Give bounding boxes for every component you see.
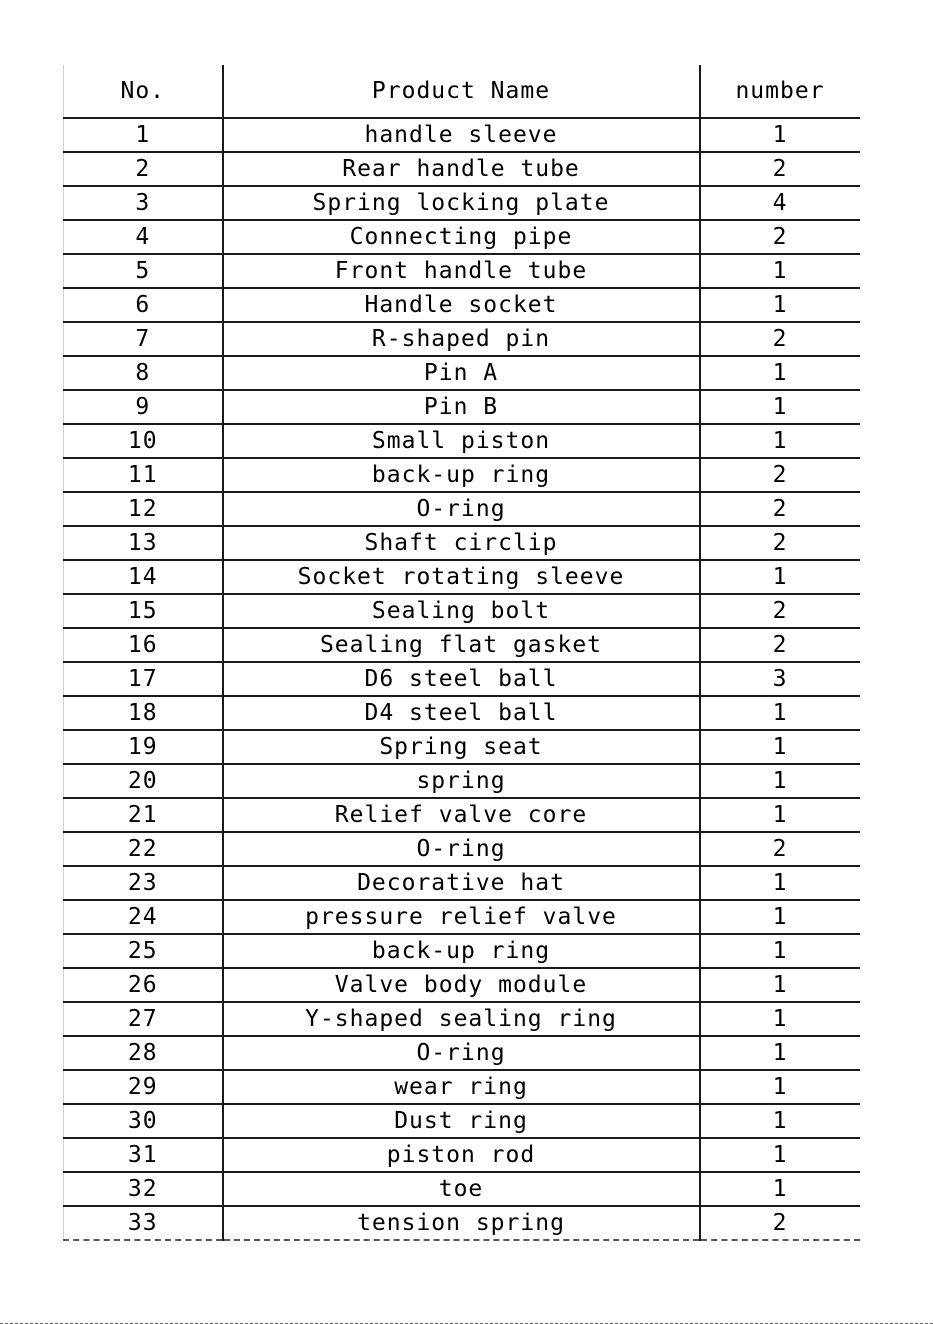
header-row (64, 65, 860, 118)
cell-product-name: O-ring (223, 492, 700, 526)
cell-no: 10 (64, 424, 223, 458)
cell-product-name: back-up ring (223, 458, 700, 492)
cell-product-name: Pin A (223, 356, 700, 390)
cell-number: 2 (700, 458, 860, 492)
table-row (64, 186, 860, 220)
cell-product-name: Front handle tube (223, 254, 700, 288)
column-header-number: number (700, 65, 860, 118)
cell-number: 1 (700, 254, 860, 288)
cell-no: 23 (64, 866, 223, 900)
cell-number: 1 (700, 288, 860, 322)
cell-product-name: handle sleeve (223, 118, 700, 152)
cell-no: 5 (64, 254, 223, 288)
table-row (64, 560, 860, 594)
cell-number: 2 (700, 492, 860, 526)
cell-no: 21 (64, 798, 223, 832)
cell-product-name: Spring locking plate (223, 186, 700, 220)
cell-number: 1 (700, 118, 860, 152)
cell-product-name: toe (223, 1172, 700, 1206)
cell-product-name: Y-shaped sealing ring (223, 1002, 700, 1036)
cell-no: 17 (64, 662, 223, 696)
cell-number: 4 (700, 186, 860, 220)
cell-product-name: Pin B (223, 390, 700, 424)
table-row (64, 628, 860, 662)
cell-number: 1 (700, 1172, 860, 1206)
cell-number: 1 (700, 866, 860, 900)
cell-no: 6 (64, 288, 223, 322)
cell-product-name: tension spring (223, 1206, 700, 1240)
table-row (64, 764, 860, 798)
cell-number: 1 (700, 764, 860, 798)
cell-number: 1 (700, 424, 860, 458)
table-row (64, 220, 860, 254)
table-body (64, 118, 860, 1240)
cell-no: 25 (64, 934, 223, 968)
cell-product-name: Dust ring (223, 1104, 700, 1138)
cell-product-name: piston rod (223, 1138, 700, 1172)
cell-product-name: Sealing bolt (223, 594, 700, 628)
table-row (64, 152, 860, 186)
table-row (64, 424, 860, 458)
cell-number: 1 (700, 560, 860, 594)
table-row (64, 934, 860, 968)
cell-product-name: Spring seat (223, 730, 700, 764)
cell-number: 1 (700, 900, 860, 934)
cell-number: 1 (700, 696, 860, 730)
table-row (64, 1002, 860, 1036)
table-row (64, 900, 860, 934)
cell-no: 29 (64, 1070, 223, 1104)
cell-number: 1 (700, 390, 860, 424)
cell-product-name: Shaft circlip (223, 526, 700, 560)
cell-no: 27 (64, 1002, 223, 1036)
cell-product-name: Sealing flat gasket (223, 628, 700, 662)
table-row (64, 1104, 860, 1138)
table-row (64, 798, 860, 832)
cell-number: 2 (700, 628, 860, 662)
cell-no: 12 (64, 492, 223, 526)
cell-no: 13 (64, 526, 223, 560)
cell-number: 1 (700, 356, 860, 390)
table-row (64, 968, 860, 1002)
table-row (64, 696, 860, 730)
table-row (64, 458, 860, 492)
table-row (64, 118, 860, 152)
cell-no: 19 (64, 730, 223, 764)
cell-no: 28 (64, 1036, 223, 1070)
table-row (64, 1070, 860, 1104)
cell-product-name: D6 steel ball (223, 662, 700, 696)
cell-number: 1 (700, 1002, 860, 1036)
table-row (64, 1172, 860, 1206)
cell-number: 2 (700, 322, 860, 356)
cell-product-name: Handle socket (223, 288, 700, 322)
cell-no: 30 (64, 1104, 223, 1138)
cell-no: 15 (64, 594, 223, 628)
cell-no: 7 (64, 322, 223, 356)
cell-no: 18 (64, 696, 223, 730)
cell-product-name: R-shaped pin (223, 322, 700, 356)
cell-product-name: wear ring (223, 1070, 700, 1104)
cell-no: 1 (64, 118, 223, 152)
table-row (64, 1036, 860, 1070)
cell-no: 8 (64, 356, 223, 390)
cell-no: 2 (64, 152, 223, 186)
cell-product-name: Connecting pipe (223, 220, 700, 254)
cell-no: 3 (64, 186, 223, 220)
table-row (64, 1138, 860, 1172)
cell-number: 1 (700, 934, 860, 968)
cell-product-name: O-ring (223, 1036, 700, 1070)
table-row (64, 254, 860, 288)
table-row (64, 594, 860, 628)
cell-number: 2 (700, 832, 860, 866)
table-row (64, 288, 860, 322)
parts-table (63, 65, 860, 1241)
cell-no: 22 (64, 832, 223, 866)
cell-product-name: pressure relief valve (223, 900, 700, 934)
column-header-no: No. (64, 65, 223, 118)
cell-product-name: D4 steel ball (223, 696, 700, 730)
cell-no: 24 (64, 900, 223, 934)
cell-number: 1 (700, 1070, 860, 1104)
cell-number: 1 (700, 1138, 860, 1172)
cell-number: 1 (700, 730, 860, 764)
cell-no: 20 (64, 764, 223, 798)
cell-no: 33 (64, 1206, 223, 1240)
cell-number: 2 (700, 1206, 860, 1240)
table-row (64, 526, 860, 560)
table-row (64, 730, 860, 764)
cell-number: 2 (700, 152, 860, 186)
cell-number: 3 (700, 662, 860, 696)
cell-product-name: Valve body module (223, 968, 700, 1002)
cell-number: 2 (700, 220, 860, 254)
parts-list-sheet (63, 65, 859, 1241)
cell-no: 16 (64, 628, 223, 662)
table-row (64, 1206, 860, 1240)
table-row (64, 492, 860, 526)
cell-product-name: Rear handle tube (223, 152, 700, 186)
cell-no: 9 (64, 390, 223, 424)
table-row (64, 866, 860, 900)
cell-product-name: back-up ring (223, 934, 700, 968)
cell-no: 26 (64, 968, 223, 1002)
table-row (64, 356, 860, 390)
cell-product-name: Decorative hat (223, 866, 700, 900)
cell-no: 31 (64, 1138, 223, 1172)
cell-no: 11 (64, 458, 223, 492)
cell-product-name: Relief valve core (223, 798, 700, 832)
cell-product-name: Socket rotating sleeve (223, 560, 700, 594)
column-header-product-name: Product Name (223, 65, 700, 118)
table-row (64, 662, 860, 696)
cell-number: 1 (700, 798, 860, 832)
cell-product-name: Small piston (223, 424, 700, 458)
cell-number: 1 (700, 968, 860, 1002)
cell-product-name: O-ring (223, 832, 700, 866)
cell-no: 14 (64, 560, 223, 594)
table-row (64, 832, 860, 866)
cell-number: 2 (700, 526, 860, 560)
cell-no: 32 (64, 1172, 223, 1206)
cell-number: 1 (700, 1104, 860, 1138)
cell-product-name: spring (223, 764, 700, 798)
cell-number: 1 (700, 1036, 860, 1070)
table-row (64, 322, 860, 356)
cell-number: 2 (700, 594, 860, 628)
table-row (64, 390, 860, 424)
cell-no: 4 (64, 220, 223, 254)
